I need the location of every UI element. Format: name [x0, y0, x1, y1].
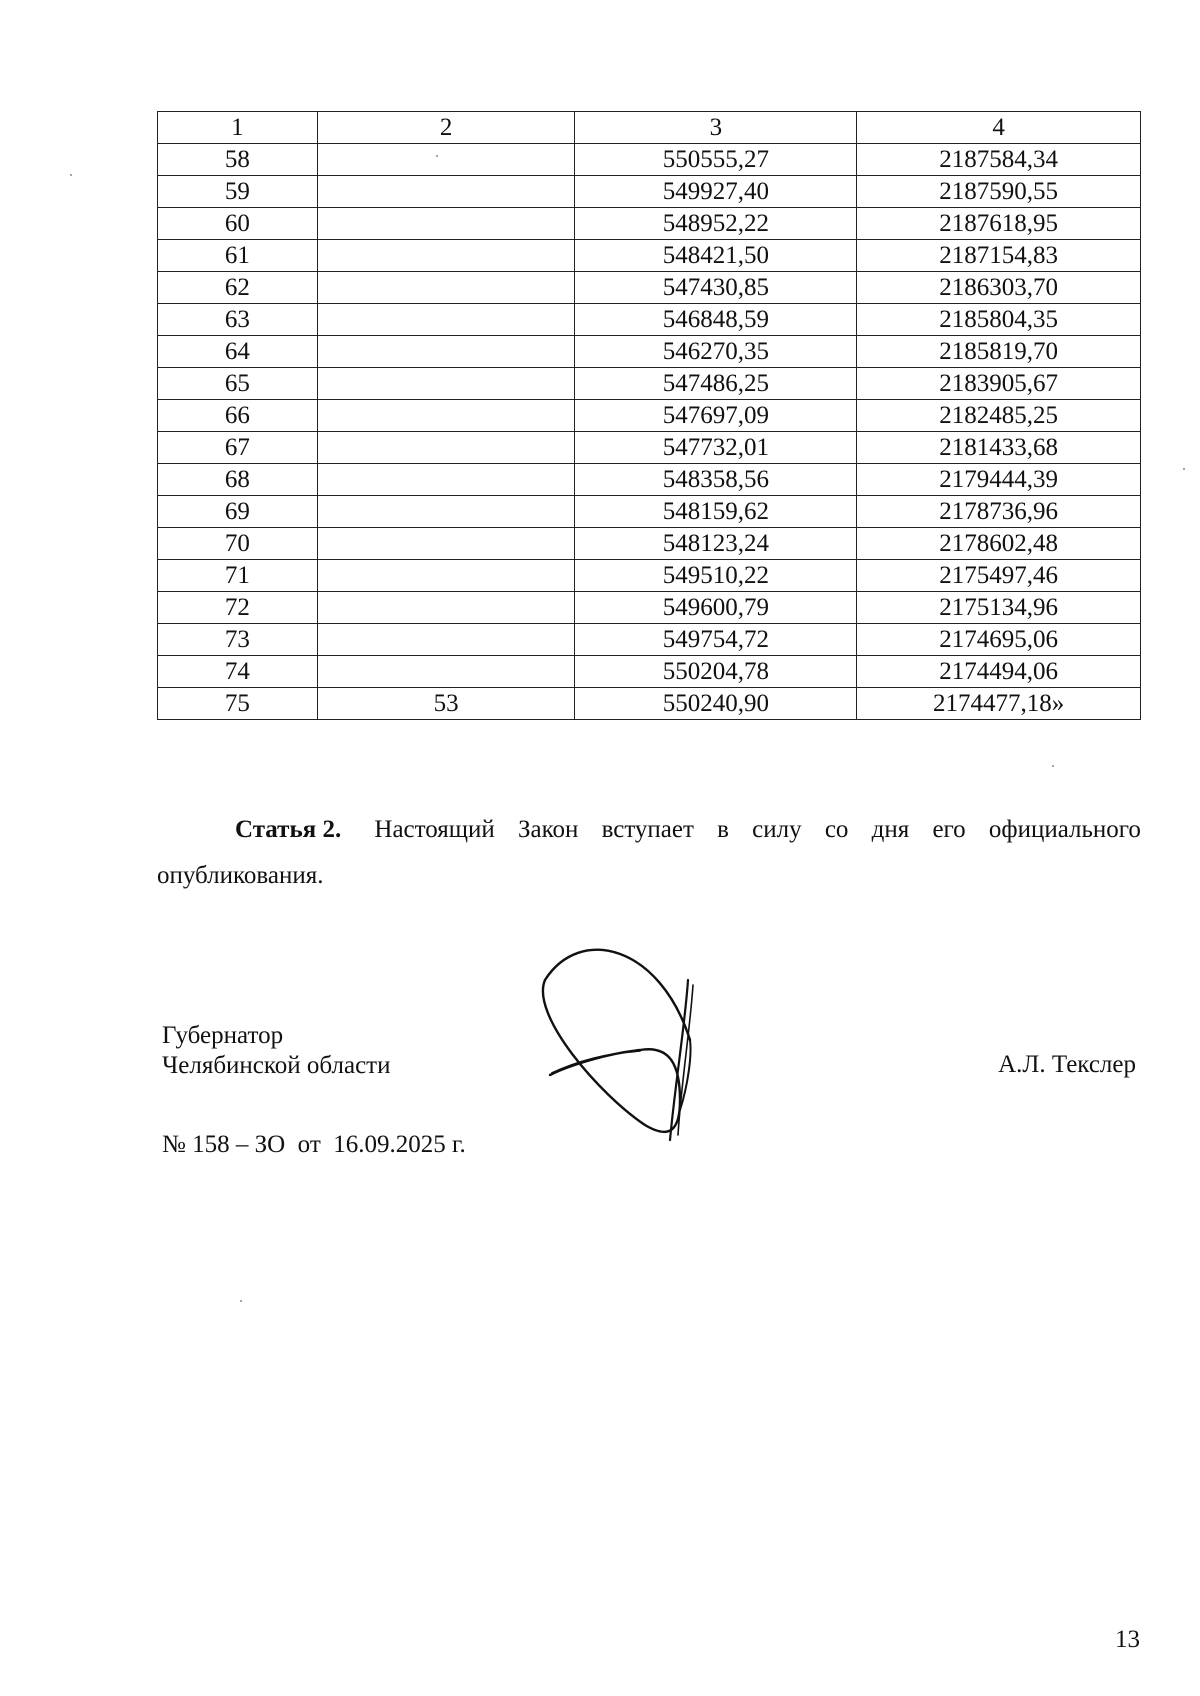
table-row	[158, 560, 1141, 592]
table-cell-col4: 2175134,96	[857, 592, 1141, 624]
table-cell-col4: 2174494,06	[857, 656, 1141, 688]
table-cell-col2: 53	[317, 688, 575, 720]
table-cell-col4: 2185819,70	[857, 336, 1141, 368]
table-cell-col3: 550555,27	[575, 144, 857, 176]
table-cell-col1: 60	[158, 208, 318, 240]
table-row	[158, 368, 1141, 400]
column-header-3: 3	[575, 112, 857, 144]
table-cell-col1: 72	[158, 592, 318, 624]
table-row	[158, 336, 1141, 368]
table-row	[158, 496, 1141, 528]
table-cell-col1: 67	[158, 432, 318, 464]
table-cell-col2	[317, 624, 575, 656]
table-cell-col3: 549600,79	[575, 592, 857, 624]
table-row	[158, 272, 1141, 304]
table-cell-col1: 68	[158, 464, 318, 496]
table-cell-col4: 2181433,68	[857, 432, 1141, 464]
table-cell-col2	[317, 464, 575, 496]
article-word: силу	[752, 816, 802, 843]
scan-speck	[240, 1300, 242, 1302]
table-cell-col1: 64	[158, 336, 318, 368]
table-cell-col3: 548952,22	[575, 208, 857, 240]
table-row	[158, 528, 1141, 560]
table-row	[158, 144, 1141, 176]
table-row	[158, 656, 1141, 688]
scan-speck	[70, 174, 72, 176]
table-row	[158, 688, 1141, 720]
table-cell-col4: 2187590,55	[857, 176, 1141, 208]
signer-name: А.Л. Текслер	[998, 1051, 1136, 1078]
table-cell-col3: 549510,22	[575, 560, 857, 592]
table-cell-col3: 548358,56	[575, 464, 857, 496]
table-row	[158, 432, 1141, 464]
table-cell-col1: 70	[158, 528, 318, 560]
table-cell-col2	[317, 144, 575, 176]
scan-speck	[436, 155, 438, 157]
article-word: его	[932, 816, 966, 843]
column-header-2: 2	[317, 112, 575, 144]
table-cell-col1: 61	[158, 240, 318, 272]
table-cell-col1: 69	[158, 496, 318, 528]
table-cell-col1: 62	[158, 272, 318, 304]
table-cell-col3: 547486,25	[575, 368, 857, 400]
scan-speck	[1052, 765, 1054, 767]
table-row	[158, 176, 1141, 208]
table-cell-col1: 66	[158, 400, 318, 432]
table-cell-col1: 59	[158, 176, 318, 208]
table-cell-col2	[317, 368, 575, 400]
article-word: дня	[871, 816, 910, 843]
table-cell-col3: 550240,90	[575, 688, 857, 720]
governor-title-line1: Губернатор	[162, 1022, 284, 1049]
table-cell-col3: 546848,59	[575, 304, 857, 336]
table-cell-col4: 2186303,70	[857, 272, 1141, 304]
table-cell-col2	[317, 656, 575, 688]
table-cell-col2	[317, 176, 575, 208]
article-first-line	[157, 807, 1141, 853]
table-cell-col4: 2178736,96	[857, 496, 1141, 528]
table-row	[158, 464, 1141, 496]
article-word: Настоящий	[374, 816, 495, 843]
table-cell-col4: 2187154,83	[857, 240, 1141, 272]
law-number-and-date: № 158 – ЗО от 16.09.2025 г.	[162, 1131, 466, 1158]
table-cell-col3: 549927,40	[575, 176, 857, 208]
column-header-4: 4	[857, 112, 1141, 144]
table-cell-col3: 548123,24	[575, 528, 857, 560]
table-row	[158, 304, 1141, 336]
scan-speck	[1183, 468, 1185, 470]
page-number: 13	[1115, 1626, 1140, 1653]
coordinates-table	[157, 111, 1141, 720]
table-row	[158, 624, 1141, 656]
article-word: Закон	[517, 816, 579, 843]
article-2	[157, 807, 1141, 899]
table-header-row	[158, 112, 1141, 144]
table-cell-col1: 75	[158, 688, 318, 720]
table-cell-col3: 546270,35	[575, 336, 857, 368]
table-cell-col1: 73	[158, 624, 318, 656]
table-cell-col4: 2187584,34	[857, 144, 1141, 176]
table-cell-col2	[317, 496, 575, 528]
table-cell-col4: 2179444,39	[857, 464, 1141, 496]
table-cell-col4: 2175497,46	[857, 560, 1141, 592]
table-cell-col2	[317, 240, 575, 272]
table-cell-col1: 58	[158, 144, 318, 176]
table-cell-col2	[317, 400, 575, 432]
table-cell-col3: 548421,50	[575, 240, 857, 272]
table-cell-col2	[317, 432, 575, 464]
table-cell-col2	[317, 592, 575, 624]
table-cell-col3: 548159,62	[575, 496, 857, 528]
table-cell-col1: 71	[158, 560, 318, 592]
article-continuation: опубликования.	[157, 862, 324, 889]
governor-title-line2: Челябинской области	[162, 1052, 391, 1079]
table-cell-col4: 2182485,25	[857, 400, 1141, 432]
table-cell-col2	[317, 304, 575, 336]
handwritten-signature	[540, 935, 760, 1145]
table-cell-col4: 2187618,95	[857, 208, 1141, 240]
table-cell-col1: 65	[158, 368, 318, 400]
article-word: официального	[988, 816, 1141, 843]
table-cell-col3: 547697,09	[575, 400, 857, 432]
table-row	[158, 208, 1141, 240]
article-heading: Статья 2.	[235, 816, 342, 843]
table-cell-col2	[317, 336, 575, 368]
table-cell-col2	[317, 272, 575, 304]
column-header-1: 1	[158, 112, 318, 144]
governor-title	[162, 1021, 390, 1081]
table-cell-col1: 63	[158, 304, 318, 336]
table-cell-col2	[317, 528, 575, 560]
table-cell-col3: 550204,78	[575, 656, 857, 688]
table-row	[158, 592, 1141, 624]
article-word: вступает	[601, 816, 694, 843]
article-word: в	[717, 816, 729, 843]
table-cell-col3: 547430,85	[575, 272, 857, 304]
table-cell-col4: 2178602,48	[857, 528, 1141, 560]
table-cell-col3: 549754,72	[575, 624, 857, 656]
table-cell-col3: 547732,01	[575, 432, 857, 464]
table-row	[158, 240, 1141, 272]
table-cell-col1: 74	[158, 656, 318, 688]
table-row	[158, 400, 1141, 432]
article-word: со	[824, 816, 849, 843]
table-cell-col4: 2183905,67	[857, 368, 1141, 400]
table-cell-col4: 2174695,06	[857, 624, 1141, 656]
table-cell-col4: 2174477,18»	[857, 688, 1141, 720]
table-cell-col2	[317, 208, 575, 240]
table-cell-col4: 2185804,35	[857, 304, 1141, 336]
table-cell-col2	[317, 560, 575, 592]
